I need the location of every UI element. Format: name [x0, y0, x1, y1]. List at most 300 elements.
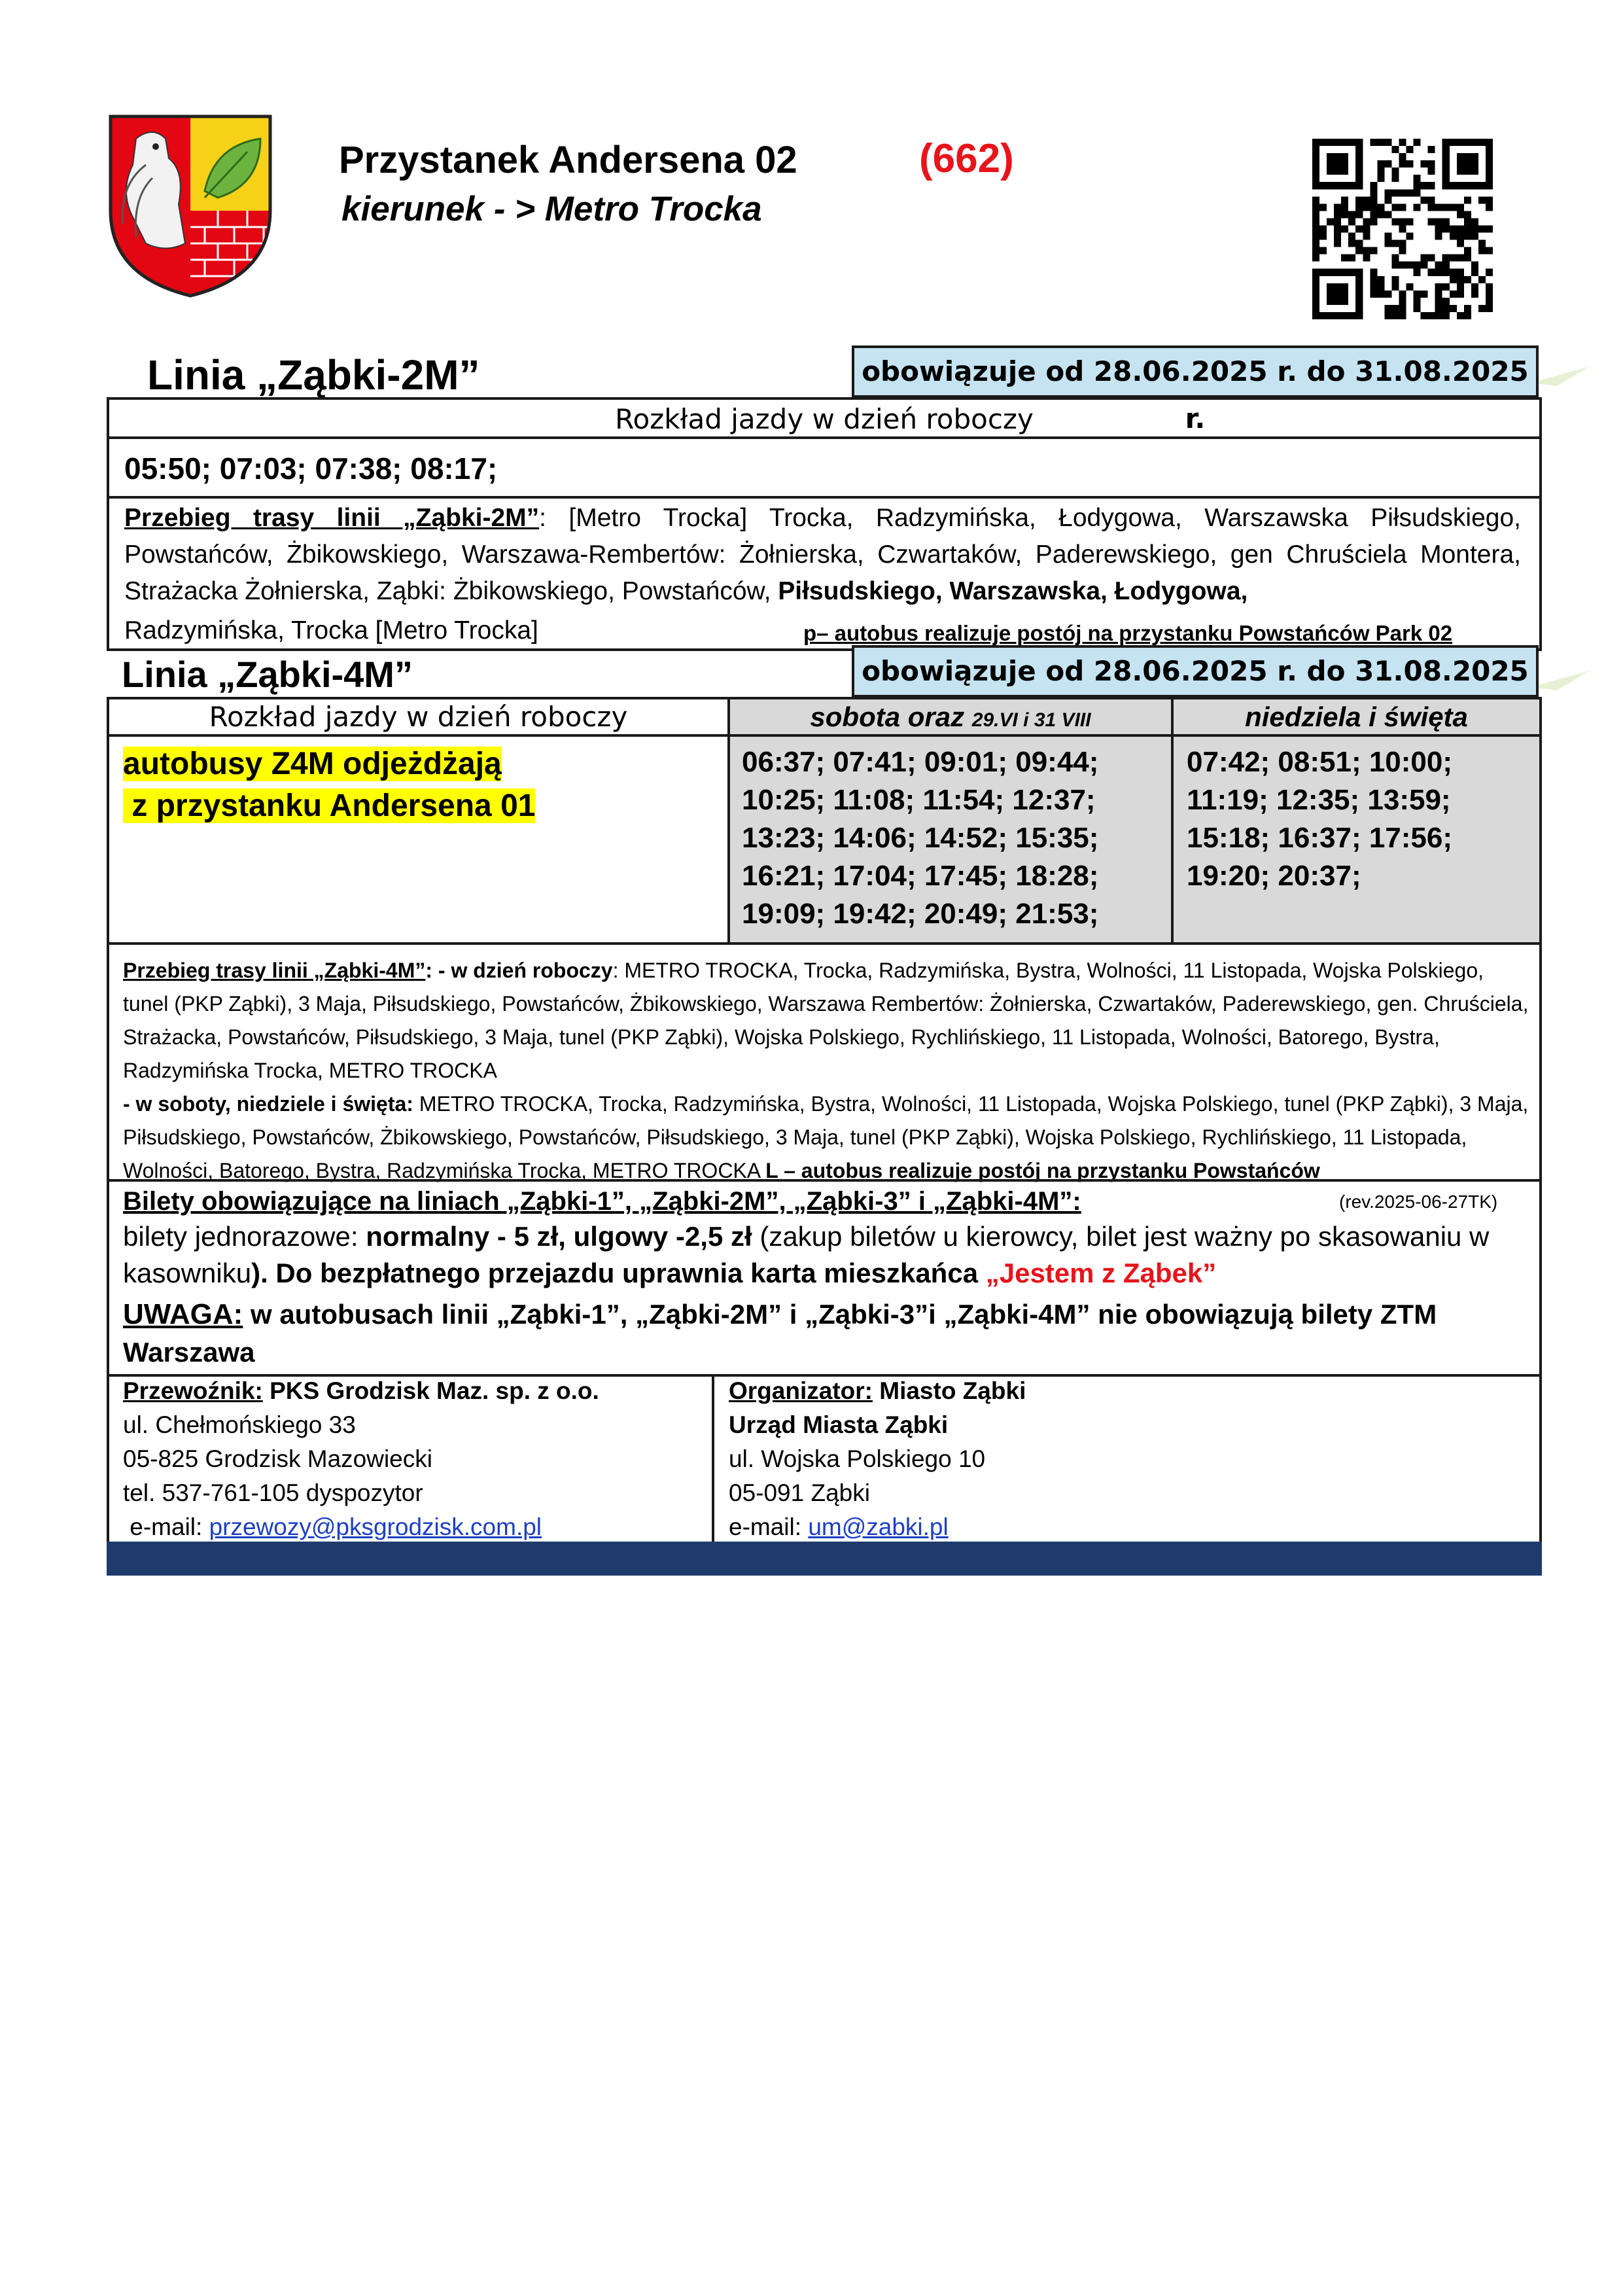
qr-module [1428, 160, 1435, 168]
qr-module [1312, 276, 1319, 283]
qr-module [1457, 269, 1464, 276]
qr-module [1363, 203, 1370, 211]
qr-module [1391, 146, 1399, 153]
qr-module [1312, 240, 1319, 247]
qr-module [1348, 255, 1355, 262]
line-2m-validity-text: obowiązuje od 28.06.2025 r. do 31.08.2025 r. [862, 355, 1529, 434]
coat-of-arms [107, 113, 274, 298]
qr-module [1341, 283, 1348, 291]
qr-module [1486, 225, 1493, 232]
qr-module [1341, 269, 1348, 276]
qr-module [1312, 225, 1319, 232]
sunday-times-row: 11:19; 12:35; 13:59; [1187, 784, 1451, 816]
qr-module [1414, 262, 1421, 269]
qr-module [1399, 247, 1406, 255]
qr-module [1312, 312, 1319, 319]
qr-module [1478, 139, 1486, 146]
col-saturday-label: sobota oraz [810, 701, 965, 732]
qr-module [1414, 203, 1421, 211]
qr-module [1355, 146, 1363, 153]
qr-module [1370, 182, 1377, 189]
qr-module [1464, 160, 1471, 168]
qr-module [1486, 153, 1493, 160]
qr-module [1384, 233, 1391, 240]
qr-module [1478, 276, 1486, 283]
qr-module [1428, 269, 1435, 276]
footer-text-b: -zeskanuj kod QR lub wyszukaj przystanek [778, 1577, 1291, 1604]
qr-module [1428, 168, 1435, 175]
qr-module [1327, 312, 1334, 319]
line-2m-weekday-times: 05:50; 07:03; 07:38; 08:17; [124, 451, 498, 486]
qr-module [1421, 262, 1428, 269]
organizer-office: Urząd Miasta Ząbki [729, 1411, 949, 1438]
qr-module [1312, 182, 1319, 189]
qr-module [1377, 211, 1384, 218]
qr-module [1457, 160, 1464, 168]
qr-module [1377, 283, 1384, 291]
qr-module [1370, 139, 1377, 146]
qr-module [1471, 218, 1478, 225]
qr-module [1486, 139, 1493, 146]
tickets-warning-text: w autobusach linii „Ząbki-1”, „Ząbki-2M” i „Ząbki-3”i „Ząbki-4M” nie obowiązują bilety ZTM Warszawa [123, 1299, 1437, 1368]
qr-module [1341, 203, 1348, 211]
qr-module [1486, 196, 1493, 203]
qr-module [1384, 291, 1391, 298]
qr-module [1334, 139, 1341, 146]
qr-module [1327, 160, 1334, 168]
qr-module [1486, 146, 1493, 153]
qr-module [1450, 291, 1457, 298]
qr-module [1399, 291, 1406, 298]
qr-module [1421, 182, 1428, 189]
carrier-street: ul. Chełmońskiego 33 [123, 1411, 356, 1438]
qr-module [1391, 283, 1399, 291]
qr-module [1421, 255, 1428, 262]
qr-module [1312, 211, 1319, 218]
qr-module [1319, 225, 1327, 232]
qr-module [1312, 247, 1319, 255]
qr-module [1442, 218, 1450, 225]
qr-module [1341, 153, 1348, 160]
qr-module [1341, 196, 1348, 203]
qr-module [1334, 269, 1341, 276]
qr-module [1442, 153, 1450, 160]
qr-module [1457, 233, 1464, 240]
carrier-name: PKS Grodzisk Maz. sp. z o.o. [262, 1377, 599, 1404]
qr-module [1319, 247, 1327, 255]
tickets-warning [123, 1296, 1510, 1371]
qr-module [1457, 312, 1464, 319]
qr-module [1341, 225, 1348, 232]
qr-module [1370, 269, 1377, 276]
sunday-times-row: 15:18; 16:37; 17:56; [1187, 822, 1453, 854]
qr-module [1348, 218, 1355, 225]
qr-module [1478, 182, 1486, 189]
qr-module [1348, 233, 1355, 240]
qr-module [1464, 168, 1471, 175]
qr-module [1464, 247, 1471, 255]
qr-module [1442, 160, 1450, 168]
qr-module [1435, 233, 1442, 240]
saturday-times-row: 06:37; 07:41; 09:01; 09:44; [742, 746, 1099, 778]
qr-module [1486, 291, 1493, 298]
qr-module [1312, 168, 1319, 175]
qr-module [1341, 211, 1348, 218]
qr-module [1464, 305, 1471, 312]
qr-module [1464, 312, 1471, 319]
qr-module [1435, 203, 1442, 211]
qr-module [1334, 298, 1341, 305]
col-sunday-header: niedziela i święta [1245, 701, 1468, 732]
qr-module [1348, 182, 1355, 189]
qr-module [1312, 291, 1319, 298]
qr-module [1457, 153, 1464, 160]
qr-module [1450, 225, 1457, 232]
qr-module [1355, 175, 1363, 182]
carrier-info [123, 1374, 599, 1544]
qr-module [1442, 203, 1450, 211]
organizer-email-label: e-mail: [729, 1513, 809, 1540]
qr-module [1428, 203, 1435, 211]
qr-module [1464, 218, 1471, 225]
qr-module [1355, 225, 1363, 232]
qr-module [1341, 298, 1348, 305]
qr-module [1442, 283, 1450, 291]
stop-code: (662) [919, 136, 1014, 181]
qr-module [1334, 312, 1341, 319]
qr-module [1471, 269, 1478, 276]
qr-module [1327, 168, 1334, 175]
qr-module [1486, 160, 1493, 168]
qr-module [1442, 225, 1450, 232]
qr-module [1442, 175, 1450, 182]
qr-module [1478, 225, 1486, 232]
qr-module [1391, 255, 1399, 262]
qr-module [1334, 211, 1341, 218]
qr-module [1370, 276, 1377, 283]
qr-module [1355, 312, 1363, 319]
qr-module [1355, 283, 1363, 291]
qr-module [1370, 196, 1377, 203]
qr-module [1377, 276, 1384, 283]
carrier-city: 05-825 Grodzisk Mazowiecki [123, 1445, 432, 1472]
qr-module [1334, 160, 1341, 168]
direction: kierunek - > Metro Trocka [341, 190, 762, 228]
qr-module [1312, 153, 1319, 160]
qr-module [1457, 240, 1464, 247]
qr-module [1341, 160, 1348, 168]
qr-module [1327, 283, 1334, 291]
resident-card-name: „Jestem z Ząbek” [985, 1258, 1217, 1288]
qr-module [1312, 175, 1319, 182]
qr-module [1486, 182, 1493, 189]
stop-name: Przystanek Andersena 02 [339, 139, 797, 181]
qr-module [1391, 305, 1399, 312]
qr-module [1327, 218, 1334, 225]
tickets-title: Bilety obowiązujące na liniach „Ząbki-1”, „Ząbki-2M”, „Ząbki-3” i „Ząbki-4M”: [123, 1187, 1081, 1216]
qr-module [1334, 168, 1341, 175]
qr-module [1312, 160, 1319, 168]
qr-module [1384, 305, 1391, 312]
carrier-email-link[interactable]: przewozy@pksgrodzisk.com.pl [209, 1513, 542, 1540]
qr-module [1457, 139, 1464, 146]
qr-module [1370, 291, 1377, 298]
qr-module [1442, 139, 1450, 146]
qr-module [1464, 139, 1471, 146]
line-2m-route-label: Przebieg trasy linii „Ząbki-2M” [124, 504, 540, 532]
qr-module [1391, 189, 1399, 196]
qr-module [1399, 240, 1406, 247]
qr-module [1384, 312, 1391, 319]
line-2m-schedule-header: Rozkład jazdy w dzień roboczy [615, 403, 1034, 435]
qr-module [1406, 160, 1414, 168]
qr-module [1355, 196, 1363, 203]
qr-module [1471, 168, 1478, 175]
qr-module [1370, 211, 1377, 218]
qr-module [1377, 291, 1384, 298]
qr-module [1435, 291, 1442, 298]
organizer-email-link[interactable]: um@zabki.pl [808, 1513, 949, 1540]
qr-module [1334, 225, 1341, 232]
qr-module [1334, 182, 1341, 189]
tickets-prices: normalny - 5 zł, ulgowy -2,5 zł [366, 1221, 752, 1252]
qr-module [1399, 139, 1406, 146]
qr-module [1391, 175, 1399, 182]
qr-module [1457, 168, 1464, 175]
qr-module [1442, 168, 1450, 175]
qr-module [1450, 139, 1457, 146]
qr-module [1377, 168, 1384, 175]
qr-module [1370, 247, 1377, 255]
tickets-warning-label: UWAGA: [123, 1298, 243, 1330]
qr-module [1478, 305, 1486, 312]
qr-module [1471, 262, 1478, 269]
qr-module [1348, 240, 1355, 247]
qr-module [1363, 233, 1370, 240]
qr-module [1312, 146, 1319, 153]
line-4m-validity [852, 645, 1539, 698]
qr-module [1334, 240, 1341, 247]
qr-module [1319, 233, 1327, 240]
tickets-info-c: (zakup biletów u kierowcy, bilet jest ważny po skasowaniu w kasowniku [123, 1221, 1490, 1288]
qr-module [1414, 298, 1421, 305]
qr-module [1327, 153, 1334, 160]
tickets-info-d: ). Do bezpłatnego przejazdu uprawnia karta mieszkańca [251, 1258, 986, 1288]
qr-module [1457, 211, 1464, 218]
qr-module [1355, 240, 1363, 247]
footer-link[interactable]: zabki.kiedyprzyjedzie.pl [496, 1577, 778, 1604]
qr-module [1391, 240, 1399, 247]
line-4m-route-weekend-label: - w soboty, niedziele i święta: [123, 1092, 413, 1116]
qr-module [1363, 255, 1370, 262]
tickets-info-a: bilety jednorazowe: [123, 1221, 366, 1252]
qr-module [1414, 175, 1421, 182]
qr-module [1348, 211, 1355, 218]
qr-module [1334, 233, 1341, 240]
qr-module [1355, 269, 1363, 276]
qr-module [1486, 269, 1493, 276]
qr-module [1471, 233, 1478, 240]
qr-module [1414, 305, 1421, 312]
line-2m-route [124, 500, 1521, 610]
qr-module [1428, 255, 1435, 262]
qr-module [1341, 182, 1348, 189]
line-2m-divider-2 [107, 496, 1542, 499]
qr-module [1457, 225, 1464, 232]
qr-module [1384, 196, 1391, 203]
qr-module [1435, 225, 1442, 232]
qr-module [1428, 196, 1435, 203]
weekday-notice-line-2 [123, 788, 535, 823]
qr-module [1457, 291, 1464, 298]
qr-module [1464, 182, 1471, 189]
qr-module [1486, 305, 1493, 312]
qr-module [1391, 203, 1399, 211]
qr-module [1348, 312, 1355, 319]
contacts-divider [712, 1374, 714, 1544]
line-4m-route-weekday-label: : - w dzień roboczy [425, 959, 613, 982]
line-2m-divider-1 [107, 436, 1542, 439]
decor-arrow-2 [1531, 667, 1590, 694]
carrier-phone: tel. 537-761-105 dyspozytor [123, 1479, 423, 1506]
qr-module [1428, 146, 1435, 153]
qr-module [1377, 160, 1384, 168]
qr-module [1348, 139, 1355, 146]
qr-module [1399, 203, 1406, 211]
qr-module [1406, 146, 1414, 153]
qr-module [1334, 218, 1341, 225]
qr-module [1486, 247, 1493, 255]
qr-module [1406, 189, 1414, 196]
qr-module [1406, 233, 1414, 240]
qr-module [1486, 298, 1493, 305]
qr-module [1370, 203, 1377, 211]
saturday-times-row: 16:21; 17:04; 17:45; 18:28; [742, 860, 1099, 892]
qr-module [1414, 182, 1421, 189]
qr-module [1442, 298, 1450, 305]
qr-module [1312, 298, 1319, 305]
col-saturday-header [730, 700, 1171, 737]
line-4m-route-weekend-text: METRO TROCKA, Trocka, Radzymińska, Bystra, Wolności, 11 Listopada, Wojska Polskiego, tunel (PKP Ząbki), 3 Maja, Piłsudskiego, Powstańców, Żbikowskiego, Powstańców, Piłsudskiego, 3 Maja, tunel (PKP Ząbki), Wojska Polskiego, Rychlińskiego, 11 Listopada, Wolności, Batorego, Bystra, Radzymińska Trocka, METRO TROCKA [123, 1092, 1529, 1182]
qr-module [1391, 276, 1399, 283]
qr-module [1471, 291, 1478, 298]
qr-module [1334, 203, 1341, 211]
qr-module [1341, 255, 1348, 262]
qr-module [1486, 283, 1493, 291]
qr-module [1464, 196, 1471, 203]
col-weekday-header: Rozkład jazdy w dzień roboczy [209, 701, 628, 733]
qr-module [1414, 189, 1421, 196]
qr-module [1486, 203, 1493, 211]
qr-module [1355, 298, 1363, 305]
sunday-times-row: 19:20; 20:37; [1187, 860, 1361, 892]
qr-module [1391, 262, 1399, 269]
qr-module [1414, 291, 1421, 298]
line-2m-validity [852, 345, 1539, 434]
qr-module [1399, 218, 1406, 225]
qr-module [1464, 233, 1471, 240]
qr-module [1370, 283, 1377, 291]
qr-module [1341, 139, 1348, 146]
qr-module [1435, 305, 1442, 312]
line-4m-route-weekday-text: : METRO TROCKA, Trocka, Radzymińska, Bystra, Wolności, 11 Listopada, Wojska Polskiego, tunel (PKP Ząbki), 3 Maja, Piłsudskiego, Powstańców, Żbikowskiego, Warszawa Rembertów: Żołnierska, Czwartaków, Paderewskiego, gen. Chruściela, Strażacka, Powstańców, Piłsudskiego, 3 Maja, tunel (PKP Ząbki), Wojska Polskiego, Rychlińskiego, 11 Listopada, Wolności, Batorego, Bystra, Radzymińska Trocka, METRO TROCKA [123, 959, 1529, 1082]
sunday-times-row: 07:42; 08:51; 10:00; [1187, 746, 1453, 778]
qr-module [1355, 247, 1363, 255]
qr-module [1471, 153, 1478, 160]
qr-module [1464, 211, 1471, 218]
qr-module [1384, 240, 1391, 247]
qr-module [1435, 283, 1442, 291]
qr-module [1478, 240, 1486, 247]
qr-module [1363, 218, 1370, 225]
saturday-times [742, 743, 1098, 933]
qr-module [1327, 298, 1334, 305]
qr-module [1421, 291, 1428, 298]
qr-module [1312, 283, 1319, 291]
qr-module [1486, 175, 1493, 182]
qr-module [1348, 269, 1355, 276]
organizer-street: ul. Wojska Polskiego 10 [729, 1445, 986, 1472]
qr-module [1327, 139, 1334, 146]
qr-module [1414, 269, 1421, 276]
qr-module [1421, 196, 1428, 203]
carrier-email-label: e-mail: [123, 1513, 209, 1540]
organizer-city: 05-091 Ząbki [729, 1479, 870, 1506]
qr-module [1319, 139, 1327, 146]
weekday-notice [123, 743, 535, 827]
qr-module [1450, 276, 1457, 283]
line-2m-route-text-1: : [Metro Trocka] Trocka, Radzymińska, Łodygowa, Warszawska Piłsudskiego, Powstańców, Żbikowskiego, Warszawa-Rembertów: Żołnierska, Czwartaków, Paderewskiego, gen Chruściela Montera, Strażacka Żołnierska, Ząbki: Żbikowskiego, Powstańców, [124, 504, 1521, 605]
qr-module [1370, 218, 1377, 225]
qr-module [1486, 168, 1493, 175]
qr-module [1399, 312, 1406, 319]
qr-module [1450, 233, 1457, 240]
qr-module [1421, 160, 1428, 168]
saturday-times-row: 13:23; 14:06; 14:52; 15:35; [742, 822, 1099, 854]
qr-module [1457, 255, 1464, 262]
qr-module [1450, 182, 1457, 189]
qr-module [1442, 312, 1450, 319]
qr-module [1370, 189, 1377, 196]
qr-module [1450, 269, 1457, 276]
qr-module [1312, 196, 1319, 203]
qr-module [1442, 146, 1450, 153]
qr-module [1471, 139, 1478, 146]
line-4m-route-label: Przebieg trasy linii „Ząbki-4M” [123, 959, 426, 982]
qr-module [1399, 262, 1406, 269]
qr-module [1450, 305, 1457, 312]
footer-text-a: informacja on-line w serwisie [137, 1577, 497, 1604]
qr-module [1428, 218, 1435, 225]
qr-module [1391, 168, 1399, 175]
qr-module [1312, 269, 1319, 276]
qr-module [1442, 182, 1450, 189]
qr-module [1384, 189, 1391, 196]
qr-module [1319, 182, 1327, 189]
qr-module [1377, 203, 1384, 211]
line-4m-route-note: L – autobus realizuje postój na przystanku Powstańców [765, 1159, 1320, 1182]
qr-module [1464, 255, 1471, 262]
qr-module [1421, 312, 1428, 319]
qr-module [1334, 153, 1341, 160]
line-2m-title: Linia „Ząbki-2M” [147, 351, 480, 398]
qr-module [1312, 139, 1319, 146]
organizer-name: Miasto Ząbki [872, 1377, 1026, 1404]
qr-module [1442, 305, 1450, 312]
qr-module [1312, 218, 1319, 225]
qr-module [1327, 269, 1334, 276]
decor-arrow-1 [1531, 363, 1590, 389]
